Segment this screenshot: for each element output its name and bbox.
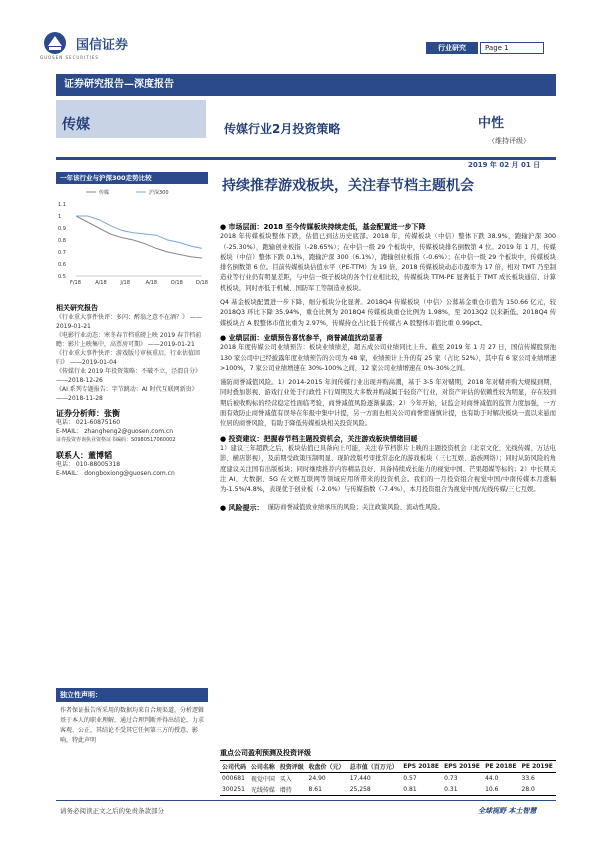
rating-sub: （维持评级） [488,137,530,145]
table-header-cell: 投资评级 [279,764,304,771]
x-tick-label: D/18 [196,280,208,286]
table-cell: 增持 [279,787,292,794]
paragraph: 1）建议三年超跌之后，板块估值已具备向上可能，关注春节档影片上映的主题投资机会（北京文化、光线传媒、万达电影、横店影视），及前期受政策压制明显、现阶段版号审批常态化的游戏板块（三七互娱、游族网络）；同时从防风险的角度建议关注国有出版板块；同时继续推荐内容精品良好、具备持续成长能力的视觉中国、芒果超媒等标的；2）中长期关注 AI、大数据、5G 在文娱互联网等领域应用所带来的投资机会。我们的一月投资组合视觉中国/中南传媒本月涨幅为-1.5%/4.8%，表现优于创业板（-2.0%）与传媒指数（-7.4%），本月投资组合为视觉中国/光线传媒/三七互娱。 [220,444,556,494]
related-item[interactable]: 《传媒行业 2019 年投资策略：不破不立，泾渭自分》 ——2018-12-26 [56,368,202,384]
rating: 中性 [478,116,505,131]
main-title: 持续推荐游戏板块，关注春节档主题机会 [222,178,474,194]
table-header-row [220,761,556,773]
footer-slogan: 全球视野 本土智慧 [478,807,537,815]
table-cell: 10.6 [485,786,499,793]
table-cell: 0.73 [444,775,458,782]
guosen-logo-icon [40,30,70,56]
report-date: 2019 年 02 月 01 日 [468,161,541,169]
section-heading: ● 业绩层面：业绩预告喜忧参半，商誉减值扰动显著 [220,333,383,342]
related-item[interactable]: 《行业重大事件快评：游戏版号审核重启，行业估值回归》 ——2019-01-04 [56,350,201,366]
y-tick-label: 1.1 [58,202,66,208]
table-header-cell: 收盘价（元） [308,764,345,771]
analyst-cert: 证券投资咨询执业资格证书编码：S0980517060002 [56,437,176,443]
x-tick-label: F/18 [70,280,81,286]
risk-text: 谨防商誉减值致业绩承压的风险；关注政策风险、流动性风险。 [267,504,444,512]
table-cell: 44.0 [485,775,499,782]
paragraph: Q4 基金板块配置进一步下降，细分板块分化显著。2018Q4 传媒板块（中信）公募基金重仓市值为 150.66 亿元，较 2018Q3 环比下降 35.94%，重仓比例为 2018Q4 传媒板块重仓比例为 1.98%，至 2013Q2 以来新低。2018Q4 传媒板块占 A 股整体市值比重为 2.97%，传媒持仓占比低于传媒占 A 股整体市值比重 0.99pct。 [220,299,556,327]
contact-name: 联系人：董博韬 [56,451,112,460]
series-line [76,216,202,258]
x-tick-label: J/18 [120,280,130,286]
sidebar [56,300,208,478]
contact-tel: 电话： 010-88005318 [56,461,121,468]
table-cell: 买入 [279,776,292,783]
report-title: 传媒行业2月投资策略 [224,122,341,136]
table-header-cell: EPS 2018E [403,763,439,770]
report-category-band: 证券研究报告—深度报告 [56,74,556,96]
table-cell: 33.6 [521,775,535,782]
y-tick-label: 0.5 [58,274,66,280]
y-tick-label: 0.6 [58,262,66,268]
table-row [220,784,556,796]
analyst-email[interactable]: E-MAIL： zhangheng2@guosen.com.cn [56,428,174,435]
related-item[interactable]: 《AI 系列专题报告：字节跳动：AI 时代互联网新贵》 ——2018-11-28 [56,386,198,402]
table-cell: 光线传媒 [250,787,275,794]
table-cell: 17,440 [349,775,371,782]
y-tick-label: 0.8 [58,238,66,244]
chart-svg [56,184,208,292]
table-cell: 视觉中国 [250,776,275,783]
table-cell: 8.61 [308,786,322,793]
page-number: Page 1 [480,42,544,54]
brand-name: 国信证券 [76,37,129,53]
table-cell: 300251 [222,786,245,793]
table-cell: 28.0 [521,786,535,793]
table-header-cell: 总市值（百万元） [349,764,398,771]
x-tick-label: A/18 [95,280,107,286]
table-cell: 000681 [222,775,245,782]
table-header-cell: 公司代码 [222,764,247,771]
footer-divider [56,800,556,801]
y-tick-label: 0.9 [58,226,66,232]
section-heading: ● 投资建议：把握春节档主题投资机会，关注游戏板块情绪回暖 [220,434,418,443]
section-heading: ● 市场层面：2018 至今传媒板块持续走低，基金配置进一步下降 [220,223,426,231]
analyst-tel: 电话： 021-60875160 [56,419,121,426]
paragraph: 2018 年传媒板块整体下跌，估值已到达历史底部。2018 年，传媒板块（中信）整体下跌 38.9%，跑输沪深 300（-25.30%），跑输创业板指（-28.65%）；在中信一级 29 个板块中，传媒板块排名倒数第 4 位。2019 年 1 月，传媒板块（中信）整体下跌 0.1%，跑输沪深 300（6.1%），跑输创业板指（-0.6%）；在中信一级 29 个板块中，传媒板块排名倒数第 6 位。目前传媒板块估值水平（PE-TTM）为 19 倍，2018 传媒板块动态市盈率为 17 倍，相对 TMT 乃至制造业等行业仍有明显差距，与中信一级子板块的各个行业相比较，传媒板块 TTM-PE 显著低于 TMT 成长板块通信、计算机板块，同时亦低于机械、国防军工等制造业板块。 [220,233,556,292]
brand-logo [40,30,128,56]
table-row [220,773,556,785]
table-header-cell: PE 2018E [485,763,517,770]
footer-disclaimer: 请务必阅读正文之后的免责条款部分 [60,807,164,815]
related-item[interactable]: 《电影行业动态：寒冬春节档重磅上映 2019 春节档前瞻：影片上映集中，高票房可期》 ——2019-01-21 [56,332,202,348]
table-header-cell: 公司名称 [250,764,275,771]
table-cell: 0.81 [403,786,417,793]
legend-label: 沪深300 [149,190,169,196]
performance-chart [56,172,208,292]
y-tick-label: 1 [58,214,62,220]
title-band [56,100,556,160]
table-header-cell: PE 2019E [521,763,553,770]
chart-title: 一年该行业与沪深300走势比较 [56,172,208,184]
report-body [220,218,556,514]
analyst-name: 证券分析师：张衡 [56,409,120,418]
table-cell: 25,258 [349,786,371,793]
report-type-tag: 行业研究 [426,42,478,54]
table-title: 重点公司盈利预测及投资评级 [220,749,311,757]
paragraph: 谨防商誉减值风险。1）2014-2015 年间传媒行业出现并购高潮，基于 3-5 年对赌期，2018 年对赌并购大规模到期，同时叠加影视、游戏行业处于行政性下行周期及大多数并购减属于轻资产行业，对资产评估的依赖性较为明显，存在较到期后被收购标的经营稳定性面临考验，商誉减值风险逐渐暴露；2）今年开始，证监会对商誉减值的监管力度加强，一方面有效防止商誉减值有误导在年报中集中计提，另一方面也相关公司商誉需谨慎计提，也有助于对解决板块一直以来悬而位居的商誉风险，有助于降低传媒板块相关投资风险。 [220,379,556,428]
table-cell: 0.31 [444,786,458,793]
forecast-table [220,760,556,796]
y-tick-label: 0.7 [58,250,66,256]
legend-label: 传媒 [99,190,110,196]
sector-label: 传媒 [56,100,206,138]
related-title: 相关研究报告 [56,304,98,312]
table-cell: 24.90 [308,775,326,782]
table-header-cell: EPS 2019E [444,763,480,770]
disclaimer-text: 作者保证报告所采用的数据均来自合规渠道，分析逻辑基于本人的职业理解，通过合理判断并得出结论，力求客观、公正，其结论不受其它任何第三方的授意、影响，特此声明 [60,707,205,744]
series-line [76,216,202,248]
section-heading: ● 风险提示： [220,504,264,513]
disclaimer-title: 独立性声明： [56,688,208,702]
table-cell: 0.57 [403,775,417,782]
x-tick-label: A/18 [145,280,158,286]
related-item[interactable]: 《行业重大事件快评：多闪：醉翁之意不在酒？》 ——2019-01-21 [56,314,202,330]
paragraph: 2018 年度传媒公司业绩预告：板块业绩绩差，超五成公司业绩同比上升。截至 2019 年 1 月 27 日，国信传媒股票池 130 家公司中已经披露年度业绩预告的公司为 48 家，业绩预计上升的有 25 家（占比 52%），其中有 6 家公司业绩增速>100%，7 家公司业绩增速在 30%-100%之间，12 家公司业绩增速在 0%-30%之间。 [220,344,556,372]
x-tick-label: O/18 [170,280,183,286]
brand-sub: GUOSEN SECURITIES [40,55,99,60]
contact-email[interactable]: E-MAIL： dongboxiong@guosen.com.cn [56,470,175,477]
